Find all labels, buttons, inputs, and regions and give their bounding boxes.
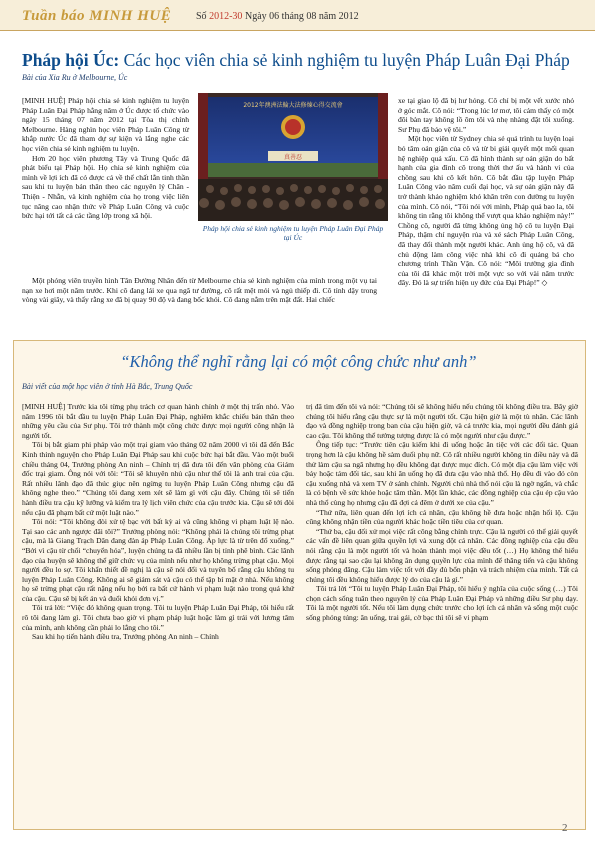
article1-byline: Bài của Xia Ru ở Melbourne, Úc [22,73,128,82]
paragraph: Một phóng viên truyền hình Tân Đường Nhân đến từ Melbourne chia sẻ kinh nghiệm của mình trong một vụ tai nạn xe hơi một năm trước. Khi cô đang lái xe qua ngã tư đường, cô rất mệt mỏi và ngủ thiếp đi. Cô tỉnh dậy trong vòng vài giây, và thấy rằng xe đã bị quay 90 độ và đang bốc khói. Cô đang nằm trên mặt đất. Hai chiếc [22,276,377,305]
photo-sign-text: 真善忍 [283,154,303,161]
photo-caption: Pháp hội chia sẻ kinh nghiệm tu luyện Pháp Luân Đại Pháp tại Úc [202,224,384,242]
paragraph: Tôi trả lời “Tôi tu luyện Pháp Luân Đại Pháp, tôi hiểu ý nghĩa của cuộc sống (…) Tôi chọn cách sống tuân theo nguyên lý của Pháp Luân Đại Pháp và những điều Sư phụ dạy. Tôi là một người tốt. Nếu tôi làm dụng chức trước cho lợi ích cá nhân và sống một cuộc sống phóng túng: ăn uống, trai gái, cờ bạc thì tôi sẽ vi phạm [306,584,578,623]
masthead: Tuần báo MINH HUỆ [22,8,172,24]
paragraph: Ông tiếp tục: “Trước tiên cậu kiếm khi đi uống hoặc ăn tiệc với các đối tác. Quan trọng hơn là cậu không hề sàm đuối phụ nữ. Cô rất nhiều người không tin điều này và đã thử làm cậu sa ngã nhưng họ đều không đạt được mục đích. Có một địa cậu làm việc với bảy hoặc tám đối tác, sau khi ăn uống họ đã đưa cậu vào nhà thổ. Họ đều đi vào đó còn cậu xuống nhà và xem TV ở sảnh chính. Người chủ nhà thổ nói cậu là ngờ ngẩn, và chắc là có bệnh về sức khỏe hoặc tâm thần. Một lần khác, các đồng nghiệp của cậu ép cậu vào nhà thổ cùng họ nhưng cậu đã đợi cả đêm ở dưới xe của cậu.” [306,440,578,507]
paragraph: “Thứ nữa, liên quan đến lợi ích cá nhân, cậu không hề đưa hoặc nhận hối lộ. Cậu cũng không nhận tiền của người khác hoặc tiền tiêu của cơ quan. [306,507,578,527]
article1-column-left [22,96,189,221]
article1-title-prefix: Pháp hội Úc: [22,50,120,70]
paragraph: Tôi nói: “Tôi không đòi xử tệ bạc với bất kỳ ai và cũng không vi phạm luật lệ nào. Tại sao các anh ngược đãi tôi?” Trưởng phòng nói: “Không phải là chúng tôi trừng phạt cậu, mà là Giang Trạch Dân đang đàn áp Pháp Luân Công. Áp lực là từ trên đổ xuống.” “Bởi vì cậu từ chối “chuyển hóa”, luyện chúng ta đã nhiều lần bị tỉnh phê bình. Các lãnh đạo của huyện sẽ không thể giữ chức vụ của mình nếu như họ không trừng phạt cậu. Mọi người đều lo sợ. Tôi khẩn thiết đề nghị là cậu sẽ nói đổi và tuyên bố rằng cậu không tu luyện Pháp Luân Công. Không ai sẽ giám sát và cậu có thể tập bí mật ở nhà. Nếu không họ sẽ trừng phạt cậu rất nặng nếu họ bởi ra bất cứ hành vi phạm luật nào trong quá khứ của cậu. Cậu sẽ bị kết án và đuổi khỏi đơn vị.” [22,517,294,603]
paragraph: [MINH HUỆ] Trước kia tôi từng phụ trách cơ quan hành chính ở một thị trấn nhỏ. Vào năm 1996 tôi bắt đầu tu luyện Pháp Luân Đại Pháp, nghiêm khắc chiếu bản thân theo những yêu cầu của Sư phụ. Tôi trở thành một công chức được mọi người công nhận là người tốt. [22,402,294,440]
article2-column-right [306,402,578,623]
page-number: 2 [562,822,568,834]
issue-date: Ngày 06 tháng 08 năm 2012 [245,11,359,22]
paragraph: xe tại giao lộ đã bị hư hỏng. Cô chỉ bị một vết xước nhỏ ở góc mắt. Cô nói: “Trong lúc lơ mơ, tôi cảm thấy có một đôi bàn tay không lồ ôm tôi và nhẹ nhàng đặt tôi xuống. Sư Phụ đã bảo vệ tôi.” [398,96,574,134]
paragraph: Sau khi họ tiến hành điều tra, Trưởng phòng An ninh – Chính [32,632,219,642]
conference-photo-graphic [198,93,388,221]
conference-photo [198,93,388,221]
paragraph: [MINH HUỆ] Pháp hội chia sẻ kinh nghiệm tu luyện Pháp Luân Đại Pháp hằng năm ở Úc được tổ chức vào ngày 15 tháng 07 năm 2012 tại Tòa thị chính Melbourne. Hàng nghìn học viên Pháp Luân Công từ khắp nước Úc đã tham dự sự kiện và lắng nghe các học viên chia sẻ kinh nghiệm tu luyện. [22,96,189,153]
photo-banner-text: 2012年澳洲法輪大法修煉心得交流會 [243,102,343,109]
article2-column-left [22,402,294,642]
article1-column-right [398,96,574,288]
article1-title [22,50,570,71]
article1-title-rest: Các học viên chia sẻ kinh nghiệm tu luyện Pháp Luân Đại Pháp [119,50,570,70]
article2-title: “Không thể nghĩ rằng lại có một công chức như anh” [120,352,477,371]
article1-bottom-text [22,276,377,305]
paragraph: Tôi bị bắt giam phi pháp vào một trại giam vào tháng 02 năm 2000 vì tôi đã đến Bắc Kinh thỉnh nguyện cho Pháp Luân Đại Pháp sau khi cuộc bức hại bắt đầu. Vào một buổi chiều tháng 04, Trưởng phòng An ninh – Chính trị đã đưa tôi đến văn phòng của Giám đốc trại giam. Ông nói với tôi: “Tôi sẽ khuyên nhủ cậu như thế tôi là anh trai của cậu. Rất nhiều lãnh đạo đã thúc giục nên ngừng tu luyện Pháp Luân Công nhưng cậu đã không nghe theo.” “Chúng tôi đang xem xét sẽ làm gì với cậu đây. Chúng tôi sẽ tiến hành điều tra cậu kỹ lưỡng và kiểm tra lý lịch viên chức của cậu trước kia. Cậu sẽ tới đòi nếu cậu đã phạm bất cứ một luật nào.” [22,440,294,517]
paragraph: Hơn 20 học viên phương Tây và Trung Quốc đã phát biểu tại Pháp hội. Họ chia sẻ kinh nghiệm của mình về lợi ích đã có được cả về thể chất lẫn tinh thần sau khi tu luyện bản thân theo các nguyên lý Chân - Thiện - Nhẫn, và kinh nghiệm của họ trong việc liên tục nâng cao nhận thức về Pháp Luân Công và cuộc bức hại tới tất cả các tầng lớp trong xã hội. [22,153,189,221]
paragraph: “Thứ ba, cậu đối xử mọi việc rất công bằng chính trực. Cậu là người có thể giải quyết các vấn đề liên quan giữa quyền lợi và xung đột cá nhân. Các đồng nghiệp của cậu đều nói rằng cậu là một người tốt và hoàn thành mọi việc đều tốt (…) Họ không thể hiểu được rằng tại sao cậu lại không ăn dụng quyền lực của mình để thăng tiến và cậu không sống phóng đãng. Cậu làm việc tốt với đầy đủ bổn phận và trách nhiệm của mình. Tất cả chúng tôi đều không hiểu được lý do của cậu là gì.” [306,526,578,584]
issue-number [196,11,242,22]
issue-label: Số [196,11,207,22]
paragraph: Tôi trả lời: “Việc đó không quan trọng. Tôi tu luyện Pháp Luân Đại Pháp, tôi hiểu rất rõ tôi đang làm gì. Tôi chưa bao giờ vi phạm pháp luật hoặc làm gì trái với lương tâm của mình, anh không cần phải lo lắng cho tôi.” [22,603,294,632]
issue-number-value: 2012-30 [209,11,243,22]
paragraph: Một học viên từ Sydney chia sẻ quá trình tu luyện loại bỏ tâm oán giận của cô và từ bi giải quyết một mối quan hệ nghiệp quả xấu. Cô đã hình thành sự oán giận do bất hạnh của gia đình cô trong thời thơ ấu và hành vi của chồng sau khi cô kết hôn. Cô bắt đầu tập luyện Pháp Luân Công vào năm cuối đại học, và sự oán giận này đã trở thành khảo nghiệm khó khăn trên con đường tu luyện của mình. Cô nói, “Tôi nói với mình, Pháp quả bao la, tôi không tin rằng tôi không thể vượt qua khảo nghiệm này!” Chồng cô, người đã từng không ủng hộ cô tu luyện Đại Pháp, thậm chí nguyện rủa và xé sách Pháp Luân Công, đã thay đổi thành một người khác. Anh ủng hộ cô, và đã chủ động làm công việc nhà khi cô đi quảng bá cho chương trình Thần Vận. Cô nói: “Môi trường gia đình của tôi đã khác một trời một vực so với vài năm trước đây. Đó là sự triển hiện uy đức của Đại Pháp!” ◇ [398,134,574,288]
article2-byline: Bài viết của một học viên ở tỉnh Hà Bắc, Trung Quốc [22,382,193,391]
paragraph: trị đã tìm đến tôi và nói: “Chúng tôi sẽ không hiểu nếu chúng tôi không điều tra. Bây giờ chúng tôi hiểu rằng cậu thực sự là một người tốt. Cậu hiện giờ là một tù nhân. Các lãnh đạo và đồng nghiệp trong ban của cậu hiện giờ, và cả trước kia, mọi người đều đánh giá cao cậu. Tôi không thể tưởng tượng được là có một người như cậu được.” [306,402,578,440]
